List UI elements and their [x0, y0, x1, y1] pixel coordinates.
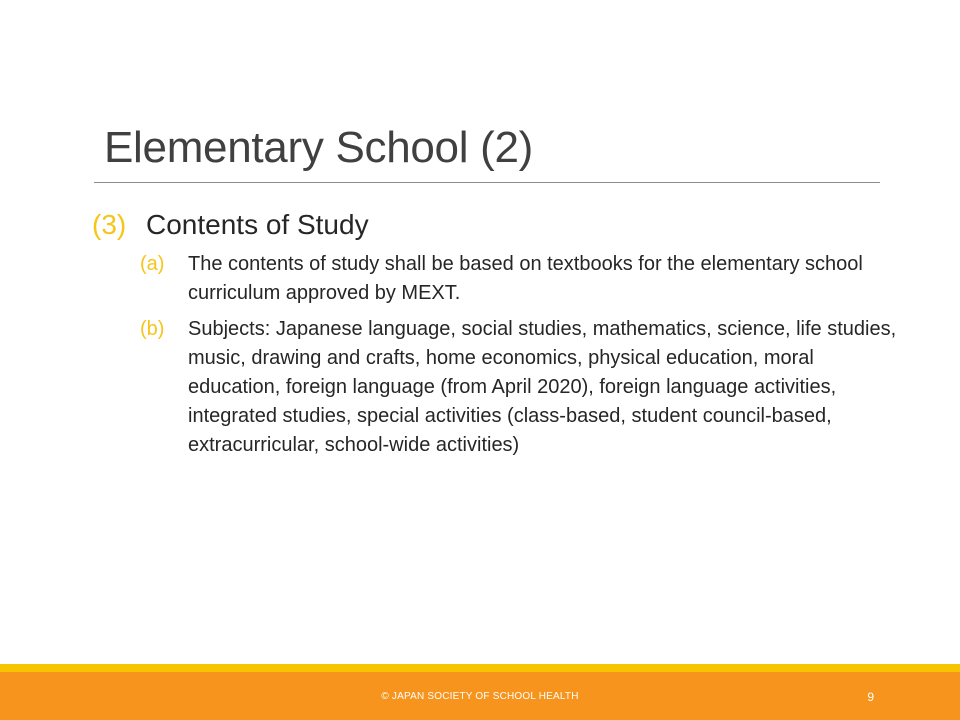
- section-heading-text: Contents of Study: [146, 209, 369, 240]
- section-heading: [92, 206, 369, 244]
- list-item-text: Subjects: Japanese language, social studies, mathematics, science, life studies, music, drawing and crafts, home economics, physical education, moral education, foreign language (from April 2020), foreign language activities, integrated studies, special activities (class-based, student council-based, extracurricular, school-wide activities): [188, 318, 897, 456]
- list-item-text: The contents of study shall be based on textbooks for the elementary school curriculum approved by MEXT.: [188, 253, 863, 304]
- section-number: (3): [92, 209, 127, 240]
- footer-accent-stripe: [0, 664, 960, 672]
- list-item-label: (a): [140, 253, 165, 275]
- footer-bar: [0, 672, 960, 720]
- slide-title: Elementary School (2): [104, 123, 533, 172]
- list-item-label: (b): [140, 318, 165, 340]
- list-item-a: [140, 250, 900, 308]
- list-item-b: [140, 315, 900, 460]
- copyright-text: © JAPAN SOCIETY OF SCHOOL HEALTH: [381, 691, 579, 702]
- page-number: 9: [867, 690, 874, 704]
- title-divider: [94, 182, 880, 183]
